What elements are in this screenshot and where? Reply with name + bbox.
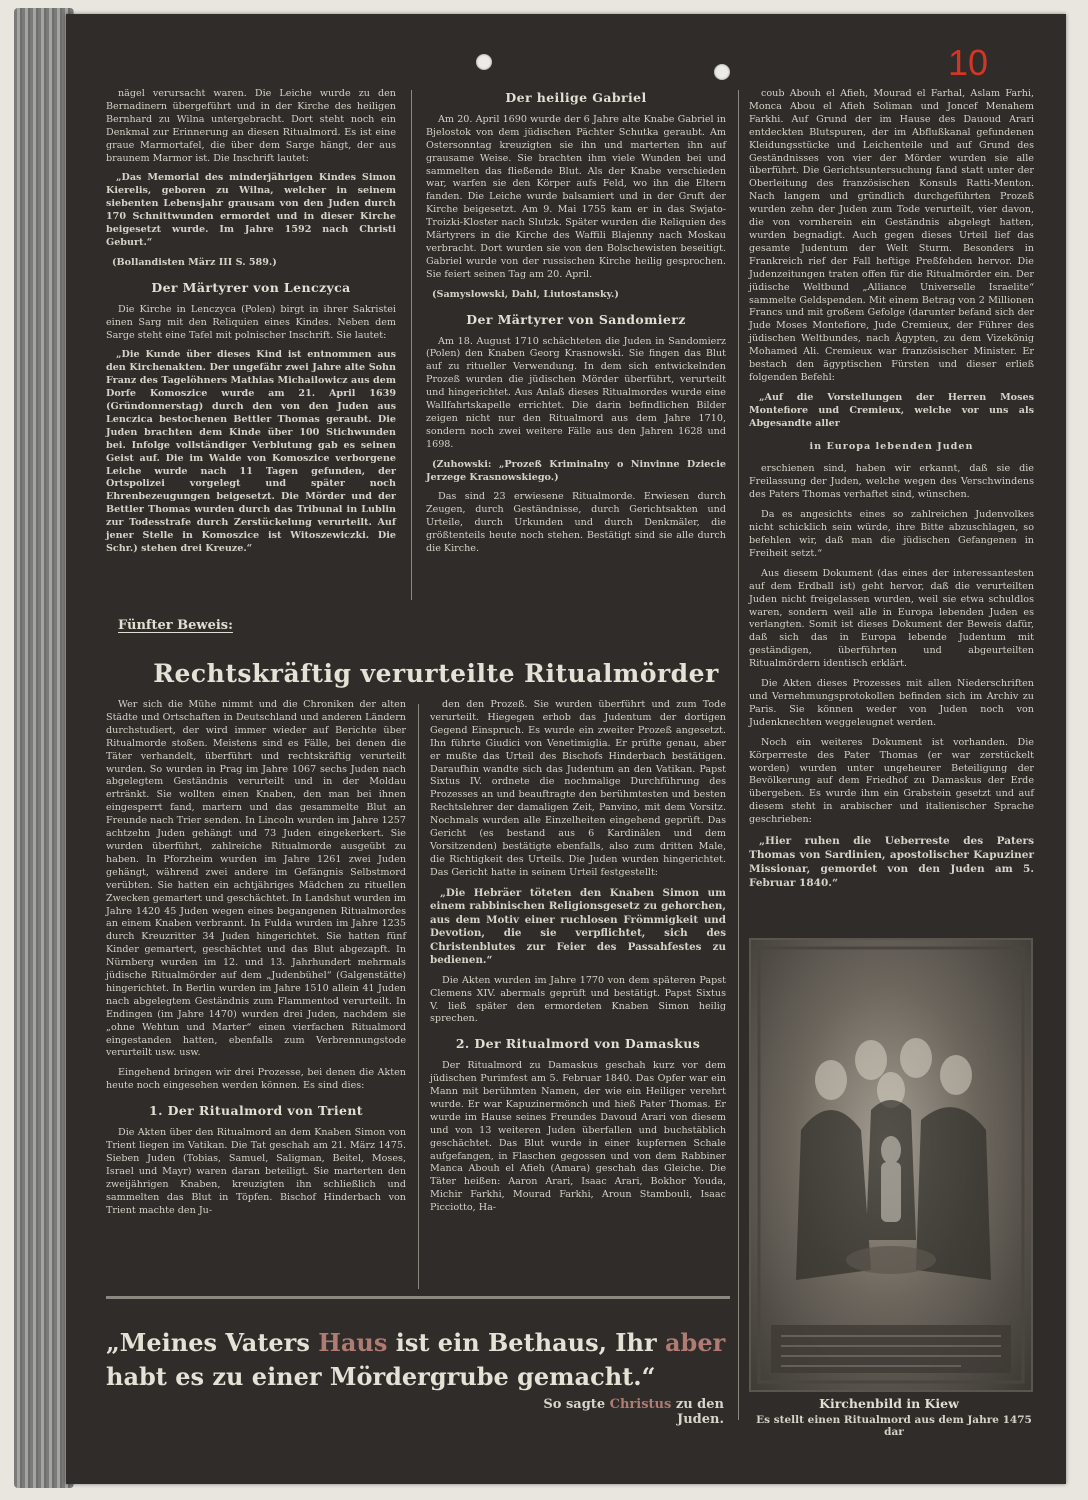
source-citation: (Bollandisten März III S. 589.) bbox=[112, 256, 277, 268]
source-citation: (Samyslowski, Dahl, Liutostansky.) bbox=[432, 288, 619, 300]
paragraph: Der Ritualmord zu Damaskus geschah kurz vor dem jüdischen Purimfest am 5. Februar 1840. Das Opfer war ein Mann mit berühmten Namen, der wie ein Heiliger verehrt wurde. Er war Kapuzinermönch und hieß Pater Thomas. Er wurde im Hause seines Freundes Davoud Arari von diesem und von 13 weiteren Juden überfallen und buchstäblich geschächtet. Das Blut wurde in einer kupfernen Schale aufgefangen, in Flaschen gegossen und von dem Rabbiner Manca Abouh el Afieh (Amara) geschah das Gleiche. Die Täter heißen: Aaron Arari, Isaac Arari, Bokhor Youda, Michir Farkhi, Mourad Farkhi, Aroun Stambouli, Isaac Picciotto, Ha- bbox=[430, 1060, 726, 1214]
paragraph: erschienen sind, haben wir erkannt, daß sie die Freilassung der Juden, welche wegen des Verschwindens des Paters Thomas verhaftet sind, wünschen. bbox=[749, 463, 1034, 501]
quote-text-faded: Haus bbox=[318, 1328, 388, 1357]
quote-attribution bbox=[496, 1397, 724, 1427]
church-painting-image bbox=[749, 938, 1033, 1392]
verdict-quote: „Die Hebräer töteten den Knaben Simon um einem rabbinischen Religionsgesetz zu gehorchen, aus dem Motiv einer ruchlosen Frömmigkeit und Devotion, die sie verpflichtet, sich des Christenblutes zur Feier des Passahfestes zu bedienen.“ bbox=[430, 886, 726, 967]
quote-text: ist ein Bethaus, Ihr bbox=[387, 1328, 665, 1357]
paragraph: Die Kirche in Lenczyca (Polen) birgt in ihrer Sakristei einen Sarg mit den Reliquien eines Kindes. Neben dem Sarge steht eine Tafel mit polnischer Inschrift. Sie lautet: bbox=[106, 303, 396, 341]
column-right bbox=[749, 88, 1034, 897]
paragraph: Noch ein weiteres Dokument ist vorhanden. Die Körperreste des Pater Thomas (er war zerstückelt worden) wurden unter ungeheurer Beteiligung der Bevölkerung auf dem Friedhof zu Damaskus der Erde übergeben. Es wurde ihm ein Grabstein gesetzt und auf diesem steht in arabischer und italienischer Sprache geschrieben: bbox=[749, 736, 1034, 826]
inscription-quote: „Die Kunde über dieses Kind ist entnommen aus den Kirchenakten. Der ungefähr zwei Jahre alte Sohn Franz des Tagelöhners Mathias Michailowicz aus dem Dorfe Komoszice wurde am 21. April 1639 (Gründonnerstag) durch den von den Juden aus Lenczica bestochenen Bettler Thomas geraubt. Die Juden brachten dem Kinde über 100 Stichwunden bei. Infolge vollständiger Verblutung gab es seinen Geist auf. Die im Walde von Komoszice verborgene Leiche wurde nach 11 Tagen gefunden, der Ortspolizei vorgelegt und später noch Ehrenbezeugungen beigesetzt. Die Mörder und der Bettler Thomas wurden durch das Tribunal in Lublin zur Todesstrafe durch Zerstückelung verurteilt. Auf jener Stelle in Komoszice ist Witoszewiczki. Die Schr.) stehen drei Kreuze.“ bbox=[106, 349, 396, 554]
column-left-bottom bbox=[106, 699, 406, 1224]
paragraph: Da es angesichts eines so zahlreichen Judenvolkes nicht schicklich sein würde, ihre Bitte abzuschlagen, so befehlen wir, daß man die jüdischen Gefangenen in Freiheit setzt.“ bbox=[749, 509, 1034, 559]
bible-quote bbox=[106, 1326, 726, 1394]
column-left-top bbox=[106, 88, 396, 563]
paragraph: den den Prozeß. Sie wurden überführt und zum Tode verurteilt. Hiegegen erhob das Judentum der dortigen Gegend Einspruch. Es wurde ein zweiter Prozeß angesetzt. Ihn führte Giudici von Venetimiglia. Er prüfte genau, aber er mußte das Urteil des Bischofs Hinderbach bestätigen. Daraufhin wandte sich das Judentum an den Vatikan. Papst Sixtus IV. ordnete die nochmalige Durchführung des Prozesses an und beauftragte den berühmtesten und besten Rechtslehrer der damaligen Zeit, Panvino, mit dem Vorsitz. Nochmals wurden alle Einzelheiten eingehend geprüft. Das Gericht (es bestand aus 6 Kardinälen und dem Vorsitzenden) bestätigte ebenfalls, also zum dritten Male, die Richtigkeit des Urteils. Die Juden wurden hingerichtet. Das Gericht hatte in seinem Urteil festgestellt: bbox=[430, 699, 726, 878]
column-middle-bottom bbox=[430, 699, 726, 1222]
quote-text: „Meines Vaters bbox=[106, 1328, 319, 1357]
article-heading: Der Märtyrer von Lenczyca bbox=[151, 279, 351, 295]
column-rule bbox=[738, 90, 739, 1420]
attribution-text-faded: Christus bbox=[609, 1397, 672, 1412]
attribution-text: zu den Juden. bbox=[671, 1397, 724, 1427]
painting-illustration bbox=[751, 940, 1031, 1390]
decree-quote: „Auf die Vorstellungen der Herren Moses Montefiore und Cremieux, welche vor uns als Abgesandte aller bbox=[749, 391, 1034, 429]
article-heading: Der Märtyrer von Sandomierz bbox=[466, 311, 686, 327]
paragraph: Die Akten wurden im Jahre 1770 von dem späteren Papst Clemens XIV. abermals geprüft und bestätigt. Papst Sixtus V. ließ später den ermordeten Knaben Simon heilig sprechen. bbox=[430, 974, 726, 1025]
paragraph: Am 18. August 1710 schächteten die Juden in Sandomierz (Polen) den Knaben Georg Krasnowski. Sie fingen das Blut auf zu ritueller Verwendung. In dem sich entwickelnden Prozeß wurden die jüdischen Mörder überführt, verurteilt und hingerichtet. Aus Anlaß dieses Ritualmordes wurde eine Wallfahrtskapelle errichtet. Die darin befindlichen Bilder zeigen nicht nur den Ritualmord aus dem Jahre 1710, sondern noch zwei weitere Fälle aus den Jahren 1628 und 1698. bbox=[426, 335, 726, 450]
punch-hole bbox=[714, 64, 730, 80]
punch-hole bbox=[476, 54, 492, 70]
gravestone-quote: „Hier ruhen die Ueberreste des Paters Thomas von Sardinien, apostolischer Kapuziner Missionar, gemordet von den Juden am 5. Februar 1840.“ bbox=[749, 835, 1034, 890]
column-middle-top bbox=[426, 92, 726, 563]
quote-text: habt es zu einer Mördergrube gemacht.“ bbox=[106, 1362, 656, 1391]
spaced-line: in Europa lebenden Juden bbox=[809, 440, 974, 452]
paragraph: coub Abouh el Afieh, Mourad el Farhal, Aslam Farhi, Monca Abou el Afieh Soliman und Joncef Menahem Farkhi. Auf Grund der im Hause des Dauoud Arari entdeckten Blutspuren, der im Abflußkanal gefundenen Kleidungsstücke und Leichenteile und auf Grund des Geständnisses von vier der Mörder wurden sie alle überführt. Die Gerichtsuntersuchung fand statt unter der Oberleitung des französischen Konsuls Ratti-Menton. Nach langem und gründlich durchgeführten Prozeß wurden zehn der Juden zum Tode verurteilt, vier davon, die von vornherein ein Geständnis abgelegt hatten, wurden begnadigt. Auch gegen dieses Urteil lief das gesamte Judentum der Welt Sturm. Besonders in Frankreich rief der Fall heftige Preßfehden hervor. Die Judenzeitungen traten offen für die Ritualmörder ein. Der jüdische Weltbund „Alliance Universelle Israelite“ sammelte Geldspenden. Mit einem Betrag von 2 Millionen Francs und mit großem Gefolge (darunter befand sich der Jude Moses Montefiore, Jude Cremieux, der Führer des jüdischen Weltbundes, nach Ägypten, zu dem Vizekönig Mohamed Ali. Cremieux war französischer Minister. Er bestach den ägyptischen Fürsten und dieser erließ folgenden Befehl: bbox=[749, 88, 1034, 383]
paragraph: Die Akten über den Ritualmord an dem Knaben Simon von Trient liegen im Vatikan. Die Tat geschah am 21. März 1475. Sieben Juden (Tobias, Samuel, Saligman, Beitel, Moses, Israel und Mayr) waren daran beteiligt. Sie marterten den zweijährigen Knaben, kreuzigten ihn schließlich und sammelten das Blut in Töpfen. Bischof Hinderbach von Trient machte den Ju- bbox=[106, 1127, 406, 1216]
paragraph: Das sind 23 erwiesene Ritualmorde. Erwiesen durch Zeugen, durch Geständnisse, durch Gerichtsakten und Urteile, durch Urkunden und durch Denkmäler, die größtenteils heute noch stehen. Bestätigt sind sie alle durch die Kirche. bbox=[426, 491, 726, 555]
paragraph: Eingehend bringen wir drei Prozesse, bei denen die Akten heute noch eingesehen werden können. Es sind dies: bbox=[106, 1067, 406, 1092]
article-heading: Der heilige Gabriel bbox=[505, 90, 647, 105]
album-binding-strip bbox=[14, 8, 74, 1488]
section-label: Fünfter Beweis: bbox=[118, 618, 233, 633]
paragraph: nägel verursacht waren. Die Leiche wurde zu den Bernadinern übergeführt und in der Kirche des heiligen Bernhard zu Wilna untergebracht. Dort steht noch ein Denkmal zur Erinnerung an diesen Ritualmord. Es ist eine graue Marmortafel, die über dem Sarge hängt, der aus braunem Marmor ist. Die Inschrift lautet: bbox=[106, 88, 396, 164]
paragraph: Wer sich die Mühe nimmt und die Chroniken der alten Städte und Ortschaften in Deutschland und anderen Ländern durchstudiert, der wird immer wieder auf Berichte über Ritualmorde stoßen. Meistens sind es Fälle, bei denen die Täter verhandelt, überführt und rechtskräftig verurteilt wurden. So wurden in Prag im Jahre 1067 sechs Juden nach abgelegtem Geständnis verurteilt und in der Moldau ertränkt. Sie wollten einen Knaben, den man bei ihnen eingesperrt fand, martern und das gesammelte Blut an Freunde nach Trier senden. In Lincoln wurden im Jahre 1257 achtzehn Juden gehängt und 73 Juden eingekerkert. Sie wurden überführt, zahlreiche Ritualmorde ausgeübt zu haben. In Pforzheim wurden im Jahre 1261 zwei Juden gehängt, während zwei andere im Gefängnis Selbstmord verübten. Sie hatten ein achtjähriges Mädchen zu rituellen Zwecken gemartert und geschächtet. In Landshut wurden im Jahre 1420 45 Juden wegen eines begangenen Ritualmordes an einem Knaben verbrannt. In Fulda wurden im Jahre 1235 durch Kreuzritter 34 Juden hingerichtet. Sie hatten fünf Kinder gemartert, geschächtet und das Blut abgezapft. In Nürnberg wurden im 12. und 13. Jahrhundert mehrmals jüdische Ritualmörder auf dem „Judenbühel“ (Galgenstätte) hingerichtet. In Berlin wurden im Jahre 1510 allein 41 Juden nach abgelegtem Geständnis zum Flammentod verurteilt. In Endingen (im Jahre 1470) wurden drei Juden, nachdem sie „ohne Wehtun und Marter“ einen vierfachen Ritualmord eingestanden hatten, ebenfalls zum Verbrennungstode verurteilt usw. usw. bbox=[106, 699, 406, 1059]
source-citation: (Zuhowski: „Prozeß Kriminalny o Ninvinne Dziecie Jerzege Krasnowskiego.) bbox=[426, 458, 726, 483]
figure-caption-title: Kirchenbild in Kiew bbox=[819, 1396, 959, 1411]
figure-caption-text: Es stellt einen Ritualmord aus dem Jahre 1475 dar bbox=[756, 1414, 1032, 1438]
divider bbox=[106, 1296, 730, 1299]
section-title: Rechtskräftig verurteilte Ritualmörder bbox=[153, 659, 719, 688]
page-number: 10 bbox=[948, 42, 989, 83]
article-heading: 2. Der Ritualmord von Damaskus bbox=[455, 1036, 701, 1052]
newspaper-page bbox=[66, 14, 1066, 1484]
paragraph: Am 20. April 1690 wurde der 6 Jahre alte Knabe Gabriel in Bjelostok von dem jüdischen Pächter Schutka geraubt. Am Ostersonntag kreuzigten sie ihn und marterten ihn auf grausame Weise. Sie brachten ihm viele Wunden bei und sammelten das fließende Blut. Als der Knabe verschieden war, warfen sie den Körper aufs Feld, wo ihn die Eltern fanden. Die Leiche wurde balsamiert und in der Gruft der Kirche beigesetzt. Am 9. Mai 1755 kam er in das Swjato-Troizki-Kloster nach Slutzk. Später wurden die Reliquien des Märtyrers in die Kirche des Waffili Blajenny nach Moskau verbracht. Dort wurden sie von den Bolschewisten beseitigt. Gabriel wurde von der russischen Kirche heilig gesprochen. Sie feiert seinen Tag am 20. April. bbox=[426, 113, 726, 280]
paragraph: Die Akten dieses Prozesses mit allen Niederschriften und Vernehmungsprotokollen befinden sich im Archiv zu Paris. Sie können weder von Juden noch von Judenknechten weggeleugnet werden. bbox=[749, 678, 1034, 728]
attribution-text: So sagte bbox=[543, 1397, 610, 1412]
column-rule bbox=[418, 704, 419, 1289]
quote-text-faded: aber bbox=[664, 1328, 726, 1357]
article-heading: 1. Der Ritualmord von Trient bbox=[148, 1103, 363, 1119]
column-rule bbox=[411, 90, 412, 600]
inscription-quote: „Das Memorial des minderjährigen Kindes Simon Kierelis, geboren zu Wilna, welcher in seinem siebenten Lebensjahr grausam von den Juden durch 170 Schnittwunden ermordet und in dieser Kirche beigesetzt wurde. Im Jahre 1592 nach Christi Geburt.“ bbox=[106, 172, 396, 248]
paragraph: Aus diesem Dokument (das eines der interessantesten auf dem Erdball ist) geht hervor, daß die verurteilten Juden nicht freigelassen wurden, weil sie etwa schuldlos waren, sondern weil alle in Europa lebenden Juden es verlangten. Somit ist dieses Dokument der Beweis dafür, daß sich das in Europa lebende Judentum mit geständigen, überführten und abgeurteilten Ritualmördern identisch erklärt. bbox=[749, 567, 1034, 670]
